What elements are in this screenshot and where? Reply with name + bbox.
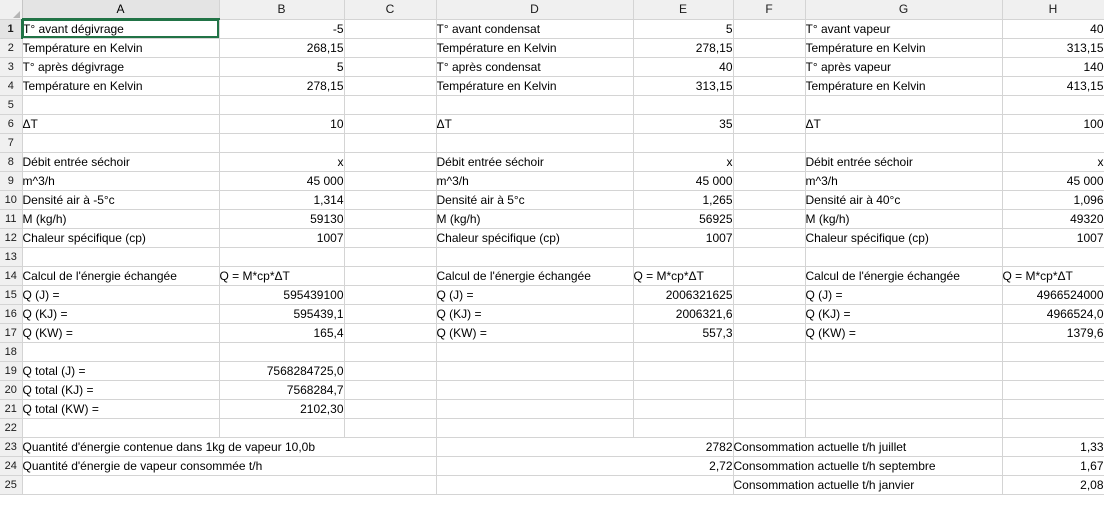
cell-H19[interactable]: [1002, 361, 1104, 380]
row-header-19[interactable]: 19: [0, 361, 22, 380]
cell-C9[interactable]: [344, 171, 436, 190]
cell-B11[interactable]: 59130: [219, 209, 344, 228]
row-header-5[interactable]: 5: [0, 95, 22, 114]
cell-E5[interactable]: [633, 95, 733, 114]
cell-F16[interactable]: [733, 304, 805, 323]
cell-A20[interactable]: Q total (KJ) =: [22, 380, 219, 399]
cell-E1[interactable]: 5: [633, 19, 733, 38]
cell-B15[interactable]: 595439100: [219, 285, 344, 304]
table-row: [0, 247, 1104, 266]
cell-G3[interactable]: T° après vapeur: [805, 57, 1002, 76]
cell-F19[interactable]: [733, 361, 805, 380]
cell-H11[interactable]: 49320: [1002, 209, 1104, 228]
row-header-12[interactable]: 12: [0, 228, 22, 247]
cell-H8[interactable]: x: [1002, 152, 1104, 171]
cell-B1[interactable]: -5: [219, 19, 344, 38]
cell-C4[interactable]: [344, 76, 436, 95]
cell-B21[interactable]: 2102,30: [219, 399, 344, 418]
cell-H13[interactable]: [1002, 247, 1104, 266]
cell-C19[interactable]: [344, 361, 436, 380]
row-header-7[interactable]: 7: [0, 133, 22, 152]
cell-G13[interactable]: [805, 247, 1002, 266]
table-row: [0, 57, 1104, 76]
table-row: [0, 114, 1104, 133]
row-header-13[interactable]: 13: [0, 247, 22, 266]
cell-A24[interactable]: Quantité d'énergie de vapeur consommée t/h: [22, 456, 436, 475]
cell-E2[interactable]: 278,15: [633, 38, 733, 57]
row-header-22[interactable]: 22: [0, 418, 22, 437]
cell-A8[interactable]: Débit entrée séchoir: [22, 152, 219, 171]
cell-H10[interactable]: 1,096: [1002, 190, 1104, 209]
column-header-c[interactable]: C: [344, 0, 436, 19]
cell-A10[interactable]: Densité air à -5°c: [22, 190, 219, 209]
cell-A15[interactable]: Q (J) =: [22, 285, 219, 304]
cell-B22[interactable]: [219, 418, 344, 437]
cell-C13[interactable]: [344, 247, 436, 266]
table-row: [0, 228, 1104, 247]
cell-C2[interactable]: [344, 38, 436, 57]
column-header-e[interactable]: E: [633, 0, 733, 19]
cell-F22[interactable]: [733, 418, 805, 437]
cell-C8[interactable]: [344, 152, 436, 171]
row-header-10[interactable]: 10: [0, 190, 22, 209]
cell-H14[interactable]: Q = M*cp*ΔT: [1002, 266, 1104, 285]
cell-D15[interactable]: Q (J) =: [436, 285, 633, 304]
cell-D1[interactable]: T° avant condensat: [436, 19, 633, 38]
row-header-21[interactable]: 21: [0, 399, 22, 418]
cell-E18[interactable]: [633, 342, 733, 361]
cell-D4[interactable]: Température en Kelvin: [436, 76, 633, 95]
cell-A14[interactable]: Calcul de l'énergie échangée: [22, 266, 219, 285]
cell-D22[interactable]: [436, 418, 633, 437]
cell-G16[interactable]: Q (KJ) =: [805, 304, 1002, 323]
table-row: [0, 266, 1104, 285]
column-header-g[interactable]: G: [805, 0, 1002, 19]
cell-F7[interactable]: [733, 133, 805, 152]
cell-F17[interactable]: [733, 323, 805, 342]
cell-G4[interactable]: Température en Kelvin: [805, 76, 1002, 95]
cell-G19[interactable]: [805, 361, 1002, 380]
cell-H22[interactable]: [1002, 418, 1104, 437]
cell-D23[interactable]: 2782: [436, 437, 733, 456]
table-row: [0, 190, 1104, 209]
cell-C12[interactable]: [344, 228, 436, 247]
cell-H25[interactable]: 2,08: [1002, 475, 1104, 494]
cell-E9[interactable]: 45 000: [633, 171, 733, 190]
cell-F23[interactable]: Consommation actuelle t/h juillet: [733, 437, 1002, 456]
cell-G2[interactable]: Température en Kelvin: [805, 38, 1002, 57]
cell-C11[interactable]: [344, 209, 436, 228]
cell-F15[interactable]: [733, 285, 805, 304]
cell-F8[interactable]: [733, 152, 805, 171]
cell-D24[interactable]: 2,72: [436, 456, 733, 475]
cell-G5[interactable]: [805, 95, 1002, 114]
cell-A22[interactable]: [22, 418, 219, 437]
table-row: [0, 304, 1104, 323]
cell-F11[interactable]: [733, 209, 805, 228]
cell-F3[interactable]: [733, 57, 805, 76]
cell-H23[interactable]: 1,33: [1002, 437, 1104, 456]
cell-G10[interactable]: Densité air à 40°c: [805, 190, 1002, 209]
cell-F10[interactable]: [733, 190, 805, 209]
cell-D21[interactable]: [436, 399, 633, 418]
cell-B9[interactable]: 45 000: [219, 171, 344, 190]
cell-B3[interactable]: 5: [219, 57, 344, 76]
cell-H4[interactable]: 413,15: [1002, 76, 1104, 95]
cell-H16[interactable]: 4966524,0: [1002, 304, 1104, 323]
cell-A12[interactable]: Chaleur spécifique (cp): [22, 228, 219, 247]
table-row: [0, 342, 1104, 361]
select-all-corner[interactable]: [0, 0, 22, 19]
cell-C17[interactable]: [344, 323, 436, 342]
cell-A6[interactable]: ΔT: [22, 114, 219, 133]
corner-triangle-icon: [13, 11, 20, 18]
cell-A5[interactable]: [22, 95, 219, 114]
row-header-14[interactable]: 14: [0, 266, 22, 285]
cell-C20[interactable]: [344, 380, 436, 399]
cell-F9[interactable]: [733, 171, 805, 190]
cell-G21[interactable]: [805, 399, 1002, 418]
cell-H17[interactable]: 1379,6: [1002, 323, 1104, 342]
cell-C1[interactable]: [344, 19, 436, 38]
cell-D3[interactable]: T° après condensat: [436, 57, 633, 76]
cell-A11[interactable]: M (kg/h): [22, 209, 219, 228]
cell-G1[interactable]: T° avant vapeur: [805, 19, 1002, 38]
row-header-25[interactable]: 25: [0, 475, 22, 494]
cell-H21[interactable]: [1002, 399, 1104, 418]
cell-G20[interactable]: [805, 380, 1002, 399]
cell-C22[interactable]: [344, 418, 436, 437]
column-header-f[interactable]: F: [733, 0, 805, 19]
cell-B6[interactable]: 10: [219, 114, 344, 133]
cell-A7[interactable]: [22, 133, 219, 152]
cell-H3[interactable]: 140: [1002, 57, 1104, 76]
cell-H24[interactable]: 1,67: [1002, 456, 1104, 475]
cell-F18[interactable]: [733, 342, 805, 361]
cell-F24[interactable]: Consommation actuelle t/h septembre: [733, 456, 1002, 475]
cell-B20[interactable]: 7568284,7: [219, 380, 344, 399]
cell-B5[interactable]: [219, 95, 344, 114]
cell-D2[interactable]: Température en Kelvin: [436, 38, 633, 57]
cell-H9[interactable]: 45 000: [1002, 171, 1104, 190]
cell-A16[interactable]: Q (KJ) =: [22, 304, 219, 323]
cell-D13[interactable]: [436, 247, 633, 266]
cell-D17[interactable]: Q (KW) =: [436, 323, 633, 342]
cell-D18[interactable]: [436, 342, 633, 361]
table-row: [0, 95, 1104, 114]
column-header-b[interactable]: B: [219, 0, 344, 19]
table-row: [0, 399, 1104, 418]
cell-H1[interactable]: 40: [1002, 19, 1104, 38]
cell-A2[interactable]: Température en Kelvin: [22, 38, 219, 57]
row-header-1[interactable]: 1: [0, 19, 22, 38]
row-header-8[interactable]: 8: [0, 152, 22, 171]
table-row: [0, 171, 1104, 190]
table-row: [0, 152, 1104, 171]
row-header-6[interactable]: 6: [0, 114, 22, 133]
row-header-4[interactable]: 4: [0, 76, 22, 95]
row-header-15[interactable]: 15: [0, 285, 22, 304]
cell-G18[interactable]: [805, 342, 1002, 361]
cell-D11[interactable]: M (kg/h): [436, 209, 633, 228]
cell-E4[interactable]: 313,15: [633, 76, 733, 95]
row-header-3[interactable]: 3: [0, 57, 22, 76]
cell-D8[interactable]: Débit entrée séchoir: [436, 152, 633, 171]
cell-E3[interactable]: 40: [633, 57, 733, 76]
cell-B4[interactable]: 278,15: [219, 76, 344, 95]
cell-C15[interactable]: [344, 285, 436, 304]
cell-C10[interactable]: [344, 190, 436, 209]
cell-A18[interactable]: [22, 342, 219, 361]
cell-A21[interactable]: Q total (KW) =: [22, 399, 219, 418]
cell-G22[interactable]: [805, 418, 1002, 437]
cell-F21[interactable]: [733, 399, 805, 418]
cell-D20[interactable]: [436, 380, 633, 399]
cell-C5[interactable]: [344, 95, 436, 114]
table-row: [0, 323, 1104, 342]
table-row: [0, 361, 1104, 380]
cell-G7[interactable]: [805, 133, 1002, 152]
cell-H18[interactable]: [1002, 342, 1104, 361]
row-header-11[interactable]: 11: [0, 209, 22, 228]
row-header-23[interactable]: 23: [0, 437, 22, 456]
cell-G15[interactable]: Q (J) =: [805, 285, 1002, 304]
cell-B14[interactable]: Q = M*cp*ΔT: [219, 266, 344, 285]
row-header-9[interactable]: 9: [0, 171, 22, 190]
table-row: [0, 285, 1104, 304]
cell-C6[interactable]: [344, 114, 436, 133]
cell-E17[interactable]: 557,3: [633, 323, 733, 342]
cell-E19[interactable]: [633, 361, 733, 380]
cell-A17[interactable]: Q (KW) =: [22, 323, 219, 342]
column-header-h[interactable]: H: [1002, 0, 1104, 19]
cell-A13[interactable]: [22, 247, 219, 266]
cell-B13[interactable]: [219, 247, 344, 266]
cell-E22[interactable]: [633, 418, 733, 437]
cell-A19[interactable]: Q total (J) =: [22, 361, 219, 380]
cell-E10[interactable]: 1,265: [633, 190, 733, 209]
table-row: [0, 76, 1104, 95]
table-row: [0, 19, 1104, 38]
row-header-2[interactable]: 2: [0, 38, 22, 57]
cell-F5[interactable]: [733, 95, 805, 114]
cell-G8[interactable]: Débit entrée séchoir: [805, 152, 1002, 171]
cell-E7[interactable]: [633, 133, 733, 152]
column-header-a[interactable]: A: [22, 0, 219, 19]
cell-A3[interactable]: T° après dégivrage: [22, 57, 219, 76]
cell-C7[interactable]: [344, 133, 436, 152]
cell-B16[interactable]: 595439,1: [219, 304, 344, 323]
cell-B7[interactable]: [219, 133, 344, 152]
cell-F4[interactable]: [733, 76, 805, 95]
cell-B12[interactable]: 1007: [219, 228, 344, 247]
cell-B10[interactable]: 1,314: [219, 190, 344, 209]
cell-E12[interactable]: 1007: [633, 228, 733, 247]
cell-F13[interactable]: [733, 247, 805, 266]
table-row: [0, 133, 1104, 152]
table-row: [0, 437, 1104, 456]
cell-F6[interactable]: [733, 114, 805, 133]
column-header-row: [0, 0, 1104, 19]
cell-G14[interactable]: Calcul de l'énergie échangée: [805, 266, 1002, 285]
cell-D16[interactable]: Q (KJ) =: [436, 304, 633, 323]
cell-E14[interactable]: Q = M*cp*ΔT: [633, 266, 733, 285]
cell-A4[interactable]: Température en Kelvin: [22, 76, 219, 95]
cell-D19[interactable]: [436, 361, 633, 380]
table-row: [0, 209, 1104, 228]
cell-D25[interactable]: [436, 475, 733, 494]
cell-D5[interactable]: [436, 95, 633, 114]
cell-D6[interactable]: ΔT: [436, 114, 633, 133]
cell-E21[interactable]: [633, 399, 733, 418]
cell-F2[interactable]: [733, 38, 805, 57]
cell-G6[interactable]: ΔT: [805, 114, 1002, 133]
cell-G17[interactable]: Q (KW) =: [805, 323, 1002, 342]
cell-D9[interactable]: m^3/h: [436, 171, 633, 190]
cell-B19[interactable]: 7568284725,0: [219, 361, 344, 380]
cell-C3[interactable]: [344, 57, 436, 76]
table-row: [0, 38, 1104, 57]
cell-F12[interactable]: [733, 228, 805, 247]
cell-B18[interactable]: [219, 342, 344, 361]
cell-H6[interactable]: 100: [1002, 114, 1104, 133]
cell-E15[interactable]: 2006321625: [633, 285, 733, 304]
column-header-d[interactable]: D: [436, 0, 633, 19]
cell-D14[interactable]: Calcul de l'énergie échangée: [436, 266, 633, 285]
row-header-24[interactable]: 24: [0, 456, 22, 475]
cell-F20[interactable]: [733, 380, 805, 399]
cell-B8[interactable]: x: [219, 152, 344, 171]
cell-A25[interactable]: [22, 475, 436, 494]
cell-H5[interactable]: [1002, 95, 1104, 114]
table-row: [0, 475, 1104, 494]
cell-H20[interactable]: [1002, 380, 1104, 399]
cell-D12[interactable]: Chaleur spécifique (cp): [436, 228, 633, 247]
cell-B2[interactable]: 268,15: [219, 38, 344, 57]
cell-A23[interactable]: Quantité d'énergie contenue dans 1kg de vapeur 10,0b: [22, 437, 436, 456]
cell-H12[interactable]: 1007: [1002, 228, 1104, 247]
cell-G11[interactable]: M (kg/h): [805, 209, 1002, 228]
cell-E20[interactable]: [633, 380, 733, 399]
cell-F14[interactable]: [733, 266, 805, 285]
cell-G9[interactable]: m^3/h: [805, 171, 1002, 190]
cell-A1[interactable]: T° avant dégivrage: [22, 19, 219, 38]
cell-E8[interactable]: x: [633, 152, 733, 171]
row-header-17[interactable]: 17: [0, 323, 22, 342]
row-header-20[interactable]: 20: [0, 380, 22, 399]
cell-D7[interactable]: [436, 133, 633, 152]
cell-H2[interactable]: 313,15: [1002, 38, 1104, 57]
table-row: [0, 418, 1104, 437]
cell-E11[interactable]: 56925: [633, 209, 733, 228]
cell-A9[interactable]: m^3/h: [22, 171, 219, 190]
cell-E13[interactable]: [633, 247, 733, 266]
cell-C18[interactable]: [344, 342, 436, 361]
cell-F25[interactable]: Consommation actuelle t/h janvier: [733, 475, 1002, 494]
cell-D10[interactable]: Densité air à 5°c: [436, 190, 633, 209]
cell-H7[interactable]: [1002, 133, 1104, 152]
cell-C14[interactable]: [344, 266, 436, 285]
cell-C16[interactable]: [344, 304, 436, 323]
cell-G12[interactable]: Chaleur spécifique (cp): [805, 228, 1002, 247]
row-header-18[interactable]: 18: [0, 342, 22, 361]
cell-F1[interactable]: [733, 19, 805, 38]
cell-H15[interactable]: 4966524000: [1002, 285, 1104, 304]
cell-C21[interactable]: [344, 399, 436, 418]
row-header-16[interactable]: 16: [0, 304, 22, 323]
cell-E6[interactable]: 35: [633, 114, 733, 133]
cell-B17[interactable]: 165,4: [219, 323, 344, 342]
table-row: [0, 456, 1104, 475]
cell-E16[interactable]: 2006321,6: [633, 304, 733, 323]
table-row: [0, 380, 1104, 399]
